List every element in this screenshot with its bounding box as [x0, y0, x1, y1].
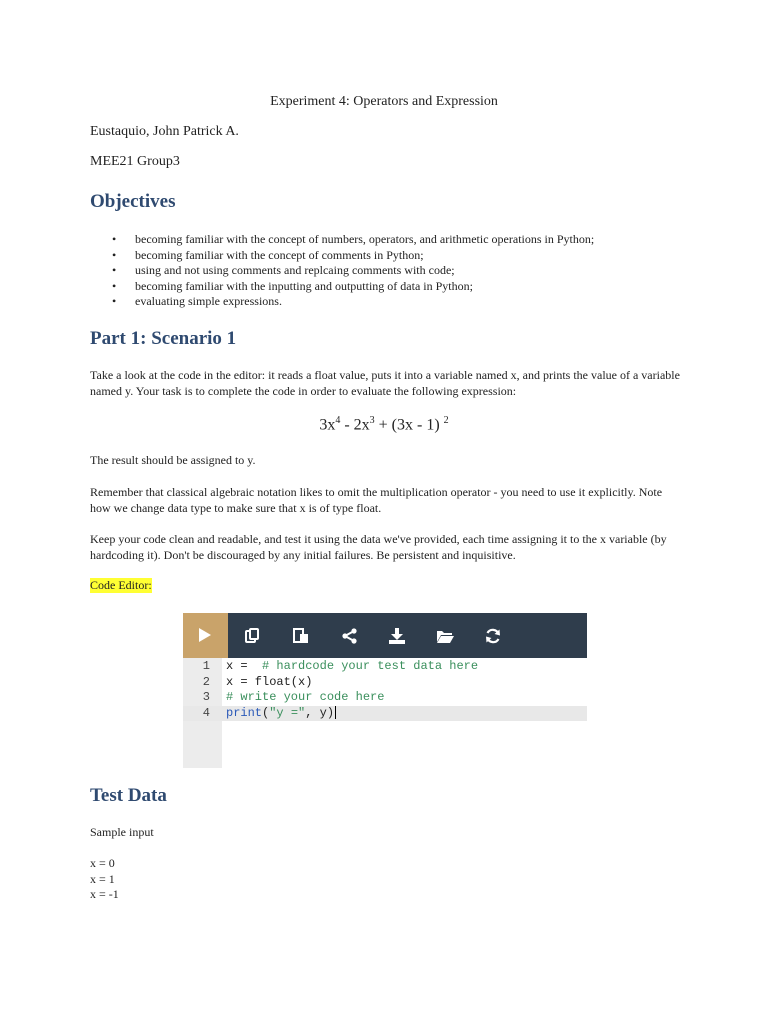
play-icon [198, 627, 212, 643]
part1-heading: Part 1: Scenario 1 [90, 328, 237, 349]
test-input-line: x = -1 [90, 887, 119, 901]
bullet-icon: • [112, 247, 117, 262]
editor-toolbar [183, 613, 587, 658]
list-item: • evaluating simple expressions. [112, 294, 282, 309]
sample-input-label: Sample input [90, 825, 154, 839]
run-button[interactable] [183, 613, 228, 658]
test-input-line: x = 1 [90, 872, 115, 886]
author-name: Eustaquio, John Patrick A. [90, 124, 239, 139]
paste-icon[interactable] [292, 627, 310, 645]
list-item: • becoming familiar with the inputting and outputting of data in Python; [112, 278, 473, 293]
list-item: • becoming familiar with the concept of comments in Python; [112, 247, 424, 262]
list-item: • using and not using comments and replcaing comments with code; [112, 263, 455, 278]
copy-icon[interactable] [243, 627, 261, 645]
code-editor [183, 613, 587, 768]
code-line[interactable]: 1 x = # hardcode your test data here [202, 659, 479, 673]
code-line[interactable]: 2 x = float(x) [202, 674, 313, 689]
paragraph-notation: Remember that classical algebraic notation likes to omit the multiplication operator - you need to use it explicitly. Note how we change data type to make sure that x is of type float. [90, 485, 663, 515]
bullet-icon: • [112, 294, 117, 309]
bullet-icon: • [112, 278, 117, 293]
code-line[interactable]: 3 # write your code here [202, 690, 385, 704]
paragraph-clean-code: Keep your code clean and readable, and test it using the data we've provided, each time assigning it to the x variable (by hardcoding it). Don't be discouraged by any initial failures. Be persistent and inquisitive. [90, 532, 667, 562]
text-cursor [335, 706, 336, 719]
document-title: Experiment 4: Operators and Expression [270, 94, 498, 109]
objectives-heading: Objectives [90, 191, 176, 212]
download-icon[interactable] [388, 627, 406, 645]
test-data-heading: Test Data [90, 785, 167, 806]
code-line-active[interactable]: 4 print("y =", y) [183, 706, 587, 722]
folder-open-icon[interactable] [436, 627, 454, 645]
paragraph-result: The result should be assigned to y. [90, 453, 256, 467]
refresh-icon[interactable] [484, 627, 502, 645]
share-icon[interactable] [341, 627, 359, 645]
group-name: MEE21 Group3 [90, 154, 180, 169]
math-expression: $3x^4 - 2x^3 + (3x - 1)$ $^2$ [319, 415, 449, 434]
test-input-line: x = 0 [90, 856, 115, 870]
bullet-icon: • [112, 263, 117, 278]
bullet-icon: • [112, 232, 117, 246]
objectives-list [90, 232, 594, 310]
list-item: • becoming familiar with the concept of numbers, operators, and arithmetic operations in Python; [112, 232, 595, 246]
code-editor-label: Code Editor: [90, 578, 152, 592]
paragraph-instructions: Take a look at the code in the editor: it reads a float value, puts it into a variable named x, and prints the value of a variable named y. Your task is to complete the code in order to evaluate the following expression: [90, 368, 680, 398]
